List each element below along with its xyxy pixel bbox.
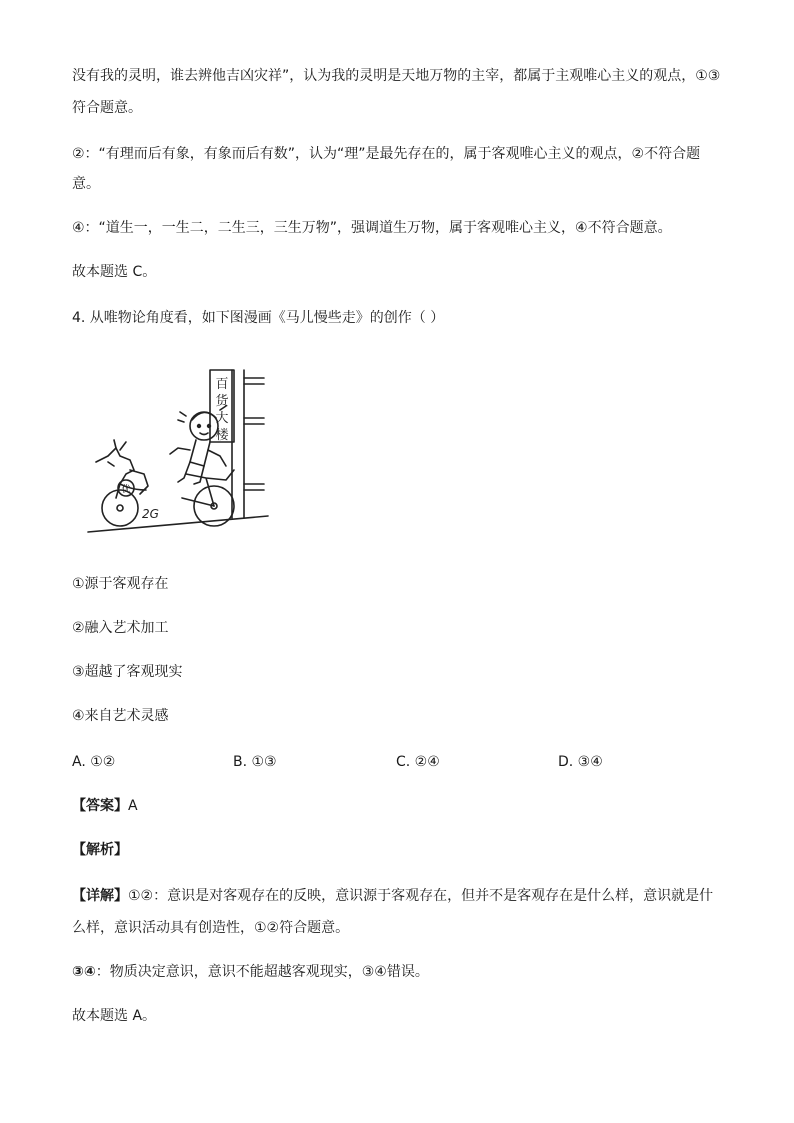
statement-item: ③超越了客观现实 (72, 664, 183, 680)
option-c: C. ②④ (396, 754, 440, 770)
answer-value: A (128, 798, 138, 814)
detail-text: ：物质决定意识，意识不能超越客观现实，③④错误。 (95, 964, 429, 980)
detail-label: 【详解】 (72, 888, 128, 904)
analysis-label: 【解析】 (72, 842, 128, 858)
question-stem: 4. 从唯物论角度看，如下图漫画《马儿慢些走》的创作（ ） (72, 310, 445, 326)
cartoon-drawing (86, 366, 270, 538)
analysis-text-line: ④：“道生一，一生二，二生三，三生万物”，强调道生万物，属于客观唯心主义，④不符合题意。 (72, 220, 672, 236)
detail-prefix: ③④ (72, 964, 96, 980)
sign-char: 百 (215, 377, 229, 392)
option-b: B. ①③ (233, 754, 277, 770)
option-d: D. ③④ (558, 754, 603, 770)
statement-item: ①源于客观存在 (72, 576, 169, 592)
sign-char: 大 (215, 411, 229, 426)
analysis-text-line: 没有我的灵明，谁去辨他吉凶灾祥”，认为我的灵明是天地万物的主宰，都属于主观唯心主义的观点，①③ (72, 68, 721, 84)
option-a: A. ①② (72, 754, 116, 770)
detail-row (72, 886, 713, 906)
analysis-text-line: 符合题意。 (72, 100, 142, 116)
badge-text: 优 (121, 485, 131, 495)
detail-row (72, 962, 429, 982)
ground-text: 2G (142, 507, 159, 521)
cartoon-image (86, 366, 270, 538)
detail-text: 么样，意识活动具有创造性，①②符合题意。 (72, 920, 350, 936)
sign-char: 货 (215, 394, 229, 409)
detail-text: ①②：意识是对客观存在的反映，意识源于客观存在，但并不是客观存在是什么样，意识就是什 (128, 888, 714, 904)
answer-row (72, 796, 138, 816)
sign-char: 楼 (215, 428, 229, 443)
answer-label: 【答案】 (72, 798, 128, 814)
statement-item: ②融入艺术加工 (72, 620, 169, 636)
statement-item: ④来自艺术灵感 (72, 708, 169, 724)
conclusion-text: 故本题选 A。 (72, 1008, 157, 1024)
analysis-text-line: ②：“有理而后有象，有象而后有数”，认为“理”是最先存在的，属于客观唯心主义的观点，②不符合题 (72, 146, 701, 162)
conclusion-text: 故本题选 C。 (72, 264, 157, 280)
analysis-text-line: 意。 (72, 176, 100, 192)
